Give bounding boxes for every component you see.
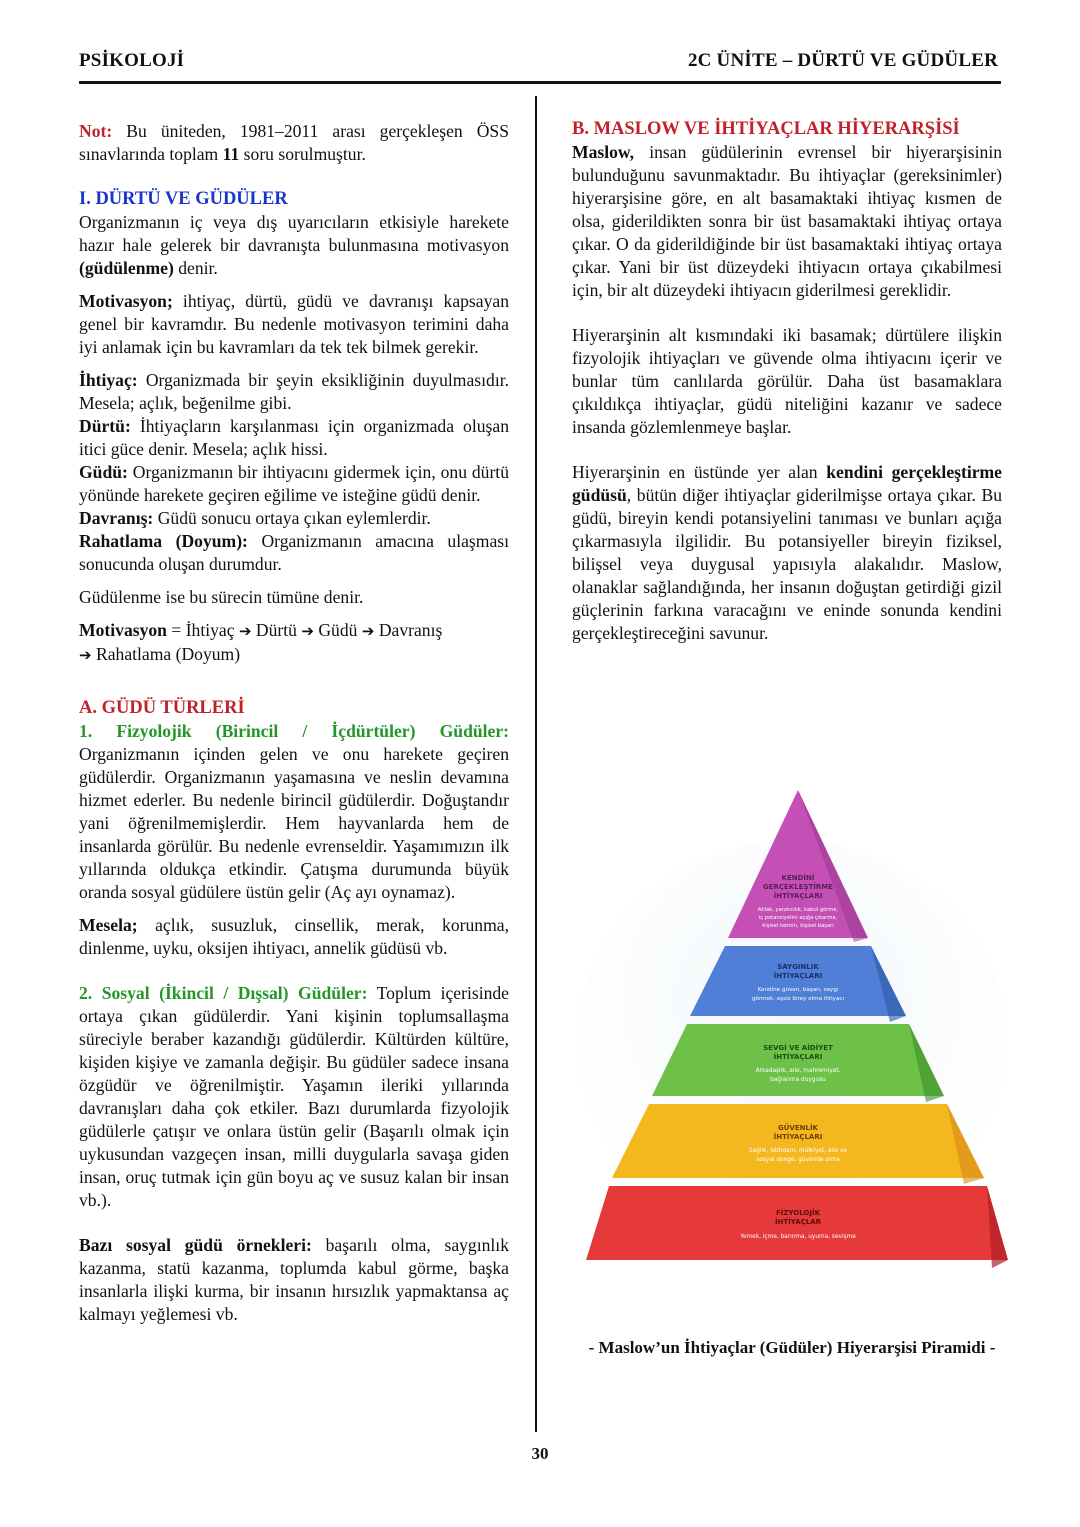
level-1-title-2: GERÇEKLEŞTİRME (762, 883, 834, 891)
sec1-text-a: Organizmanın iç veya dış uyarıcıların etkisiyle harekete hazır hale gelerek bir davranışta bulunmasına motivasyon (79, 212, 509, 255)
formula-label: Motivasyon (79, 620, 167, 640)
formula-davranis: Davranış (374, 620, 443, 640)
p3-text-a: Hiyerarşinin en üstünde yer alan (572, 462, 827, 482)
section-a-title: A. GÜDÜ TÜRLERİ (79, 698, 245, 718)
davranis-text: Güdü sonucu ortaya çıkan eylemlerdir. (153, 508, 431, 528)
level-3-desc-2: bağlanma duygusu (770, 1077, 826, 1083)
fizyolojik-title: 1. Fizyolojik (Birincil / İçdürtüler) Güdüler: (79, 721, 509, 741)
level-1-title-1: KENDİNİ (781, 874, 815, 882)
maslow-paragraph (572, 141, 1002, 302)
note-label: Not: (79, 121, 113, 141)
level-1-desc-2: iç potansiyelini açığa çıkarma, (758, 915, 838, 921)
pyramid-level-safety (612, 1104, 984, 1178)
formula-rahatlama: Rahatlama (Doyum) (91, 644, 241, 664)
level-1-title-3: İHTİYAÇLARI (773, 892, 823, 900)
level-3-title-1: SEVGİ VE AİDİYET (763, 1044, 833, 1052)
sec1-text-c: denir. (173, 258, 218, 278)
gudulenme-paragraph: Güdülenme ise bu sürecin tümüne denir. (79, 587, 364, 607)
level-2-desc-1: Kendine güven, başarı, saygı (757, 987, 839, 993)
maslow-pyramid-figure (572, 790, 1012, 1310)
rahatlama-text: Organizmanın amacına ulaşması sonucunda oluşan durumdur. (79, 531, 509, 574)
arrow-right-icon: ➔ (301, 622, 314, 640)
sosyal-paragraph (79, 982, 509, 1212)
p3-text-c: , bütün diğer ihtiyaçlar giderilmişse ortaya çıkar. Bu güdü, bireyin kendi potansiyelini tanıması ve bunları açığa çıkarmasıyla ilgilidir. Bu potansiyeller bireyin fiziksel, bilişsel veya duygusal yapısıyla alakalıdır. Maslow, olanaklar sağlandığında, her insanın doğuştan getirdiği gizil güçlerinin farkına varacağını ve eninde sonunda kendini gerçekleştireceğini savunur. (572, 485, 1002, 643)
pyramid-level-esteem (690, 946, 906, 1016)
ihtiyac-text: Organizmada bir şeyin eksikliğinin duyulmasıdır. Mesela; açlık, beğenilme gibi. (79, 370, 509, 413)
durtu-text: İhtiyaçların karşılanması için organizmada oluşan itici güce denir. Mesela; açlık hissi. (79, 416, 509, 459)
level-5-title-2: İHTİYAÇLAR (774, 1218, 822, 1226)
section-b-title: B. MASLOW VE İHTİYAÇLAR HİYERARŞİSİ (572, 119, 960, 139)
ornek-text: başarılı olma, saygınlık kazanma, statü kazanma, toplumda kabul görme, başka insanlarla ilişki kurma, bir insanın hırsızlık yapmaktansa aç kalmayı yeğlemesi vb. (79, 1235, 509, 1324)
level-1-desc-1: Ahlak, yaratıcılık, kabul görme, (757, 907, 839, 913)
level-1-desc-3: kişisel tatmin, kişisel başarı (762, 923, 834, 929)
gudu-text: Organizmanın bir ihtiyacını gidermek için, onu dürtü yönünde harekete geçiren eğilime ve isteğine güdü denir. (79, 462, 509, 505)
sosyal-text: Toplum içerisinde ortaya çıkan güdülerdir. Yani kişinin toplumsallaşma süreciyle beraber kazandığı güdülerdir. Kültürden kültüre, kişiden kişiye ve zamanla değişir. Bu güdüler sadece insana özgüdür ve öğrenilmiştir. Yaşamın ileriki yıllarında davranışları daha çok etkiler. Bazı durumlarda fizyolojik güdülerle çatışır ve onlara üstün gelir (Başarılı olmak için uykusundan vazgeçen insan, milli duygularla savaşa giden insan, oruç tutmak için gün boyu aç ve susuz kalan bir insan vb.). (79, 983, 509, 1210)
fizyolojik-paragraph (79, 720, 509, 904)
level-5-desc-1: Yemek, içme, barınma, uyuma, sevişme (740, 1234, 856, 1240)
sosyal-title: 2. Sosyal (İkincil / Dışsal) Güdüler: (79, 983, 368, 1003)
page-number: 30 (531, 1444, 549, 1463)
motivation-formula (79, 619, 509, 667)
figure-caption: - Maslow’un İhtiyaçlar (Güdüler) Hiyerarşisi Piramidi - (588, 1338, 996, 1357)
formula-durtu: Dürtü (251, 620, 302, 640)
motivasyon-text: ihtiyaç, dürtü, güdü ve davranışı kapsayan genel bir kavramdır. Bu nedenle motivasyon terimini daha iyi anlamak için bu kavramları da tek tek bilmek gerekir. (79, 291, 509, 357)
arrow-right-icon: ➔ (361, 622, 375, 640)
durtu-label: Dürtü: (79, 416, 131, 436)
formula-ihtiyac: = İhtiyaç (166, 620, 239, 640)
sec1-text-b: (güdülenme) (79, 258, 174, 278)
column-divider (535, 96, 537, 1432)
self-actualization-paragraph (572, 461, 1002, 645)
level-3-desc-1: Arkadaşlık, aile, mahremiyet, (755, 1068, 841, 1074)
ihtiyac-label: İhtiyaç: (79, 370, 138, 390)
right-column (572, 118, 1002, 645)
davranis-definition (79, 507, 509, 530)
davranis-label: Davranış: (79, 508, 154, 528)
rahatlama-label: Rahatlama (Doyum): (79, 531, 248, 551)
level-2-desc-2: görmek, eşsiz birey olma ihtiyacı (751, 996, 845, 1002)
header-rule (79, 81, 1001, 84)
hierarchy-paragraph: Hiyerarşinin alt kısmındaki iki basamak; dürtülere ilişkin fizyolojik ihtiyaçları ve güvende olma ihtiyacını içerir ve bunlar tüm canlılarda görülür. Daha üst basamaklara çıkıldıkça ihtiyaçlar, güdü niteliğini kazanır ve sadece insanda gözlemlenmeye başlar. (572, 325, 1002, 437)
header-unit-title: 2C ÜNİTE – DÜRTÜ VE GÜDÜLER (687, 50, 998, 71)
maslow-pyramid (572, 790, 1012, 1310)
durtu-definition (79, 415, 509, 461)
p3-bold: kendini gerçekleştirme güdüsü (572, 462, 1002, 505)
maslow-text: insan güdülerinin evrensel bir hiyerarşisinin bulunduğunu savunmaktadır. Bu ihtiyaçlar (gereksinimler) hiyerarşisine göre, en alt basamaktaki ihtiyaç kısmen de olsa, giderildikten sonra bir üst basamaktaki ihtiyaç ortaya çıkar. O da giderildiğinde bir üst basamaktaki ihtiyaç ortaya çıkar. Yani bir üst düzeydeki ihtiyacın ortaya çıkabilmesi için, bir alt düzeydeki ihtiyacın giderilmesi gereklidir. (572, 142, 1002, 300)
mesela-paragraph (79, 914, 509, 960)
level-4-title-2: İHTİYAÇLARI (773, 1133, 823, 1141)
arrow-right-icon: ➔ (238, 622, 252, 640)
level-2-title-1: SAYGINLIK (777, 963, 819, 971)
level-4-desc-1: Sağlık, istihdam, mülkiyet, aile ve (749, 1148, 847, 1154)
maslow-label: Maslow, (572, 142, 635, 162)
level-3-title-2: İHTİYAÇLARI (773, 1053, 823, 1061)
note-text-2: soru sorulmuştur. (239, 144, 366, 164)
formula-gudu: Güdü (313, 620, 362, 640)
motivasyon-paragraph (79, 290, 509, 359)
motivation-definition (79, 211, 509, 280)
arrow-right-icon: ➔ (79, 646, 92, 664)
gudu-label: Güdü: (79, 462, 128, 482)
level-2-title-2: İHTİYAÇLARI (773, 972, 823, 980)
gudu-definition (79, 461, 509, 507)
mesela-label: Mesela; (79, 915, 138, 935)
level-5-title-1: FİZYOLOJİK (775, 1209, 821, 1217)
mesela-text: açlık, susuzluk, cinsellik, merak, korunma, dinlenme, uyku, oksijen ihtiyacı, annelik güdüsü vb. (79, 915, 509, 958)
motivasyon-label: Motivasyon; (79, 291, 173, 311)
fizyolojik-text: Organizmanın içinden gelen ve onu harekete geçiren güdülerdir. Organizmanın yaşamasına ve neslin devamına hizmet ederler. Bu nedenle birincil güdülerdir. Doğuştandır yani öğrenilmemişlerdir. Hem hayvanlarda hem de insanlarda görülür. Bu nedenle evrenseldir. Yaşamımızın ilk yıllarında oldukça etkindir. Çatışma durumunda büyük oranda sosyal güdülere üstün gelir (Aç ayı oynamaz). (79, 744, 509, 902)
note-paragraph (79, 120, 509, 166)
note-count: 11 (222, 144, 240, 164)
sosyal-ornek-paragraph (79, 1234, 509, 1326)
level-4-desc-2: sosyal denge, güvende olma (756, 1157, 840, 1163)
level-4-title-1: GÜVENLİK (778, 1124, 818, 1132)
ornek-label: Bazı sosyal güdü örnekleri: (79, 1235, 312, 1255)
section-1-title: I. DÜRTÜ VE GÜDÜLER (79, 189, 288, 209)
ihtiyac-definition (79, 369, 509, 415)
left-column (79, 120, 509, 1326)
rahatlama-definition (79, 530, 509, 576)
note-text-1: Bu üniteden, 1981–2011 arası gerçekleşen ÖSS sınavlarında toplam (79, 121, 509, 164)
header-subject: PSİKOLOJİ (79, 50, 185, 71)
